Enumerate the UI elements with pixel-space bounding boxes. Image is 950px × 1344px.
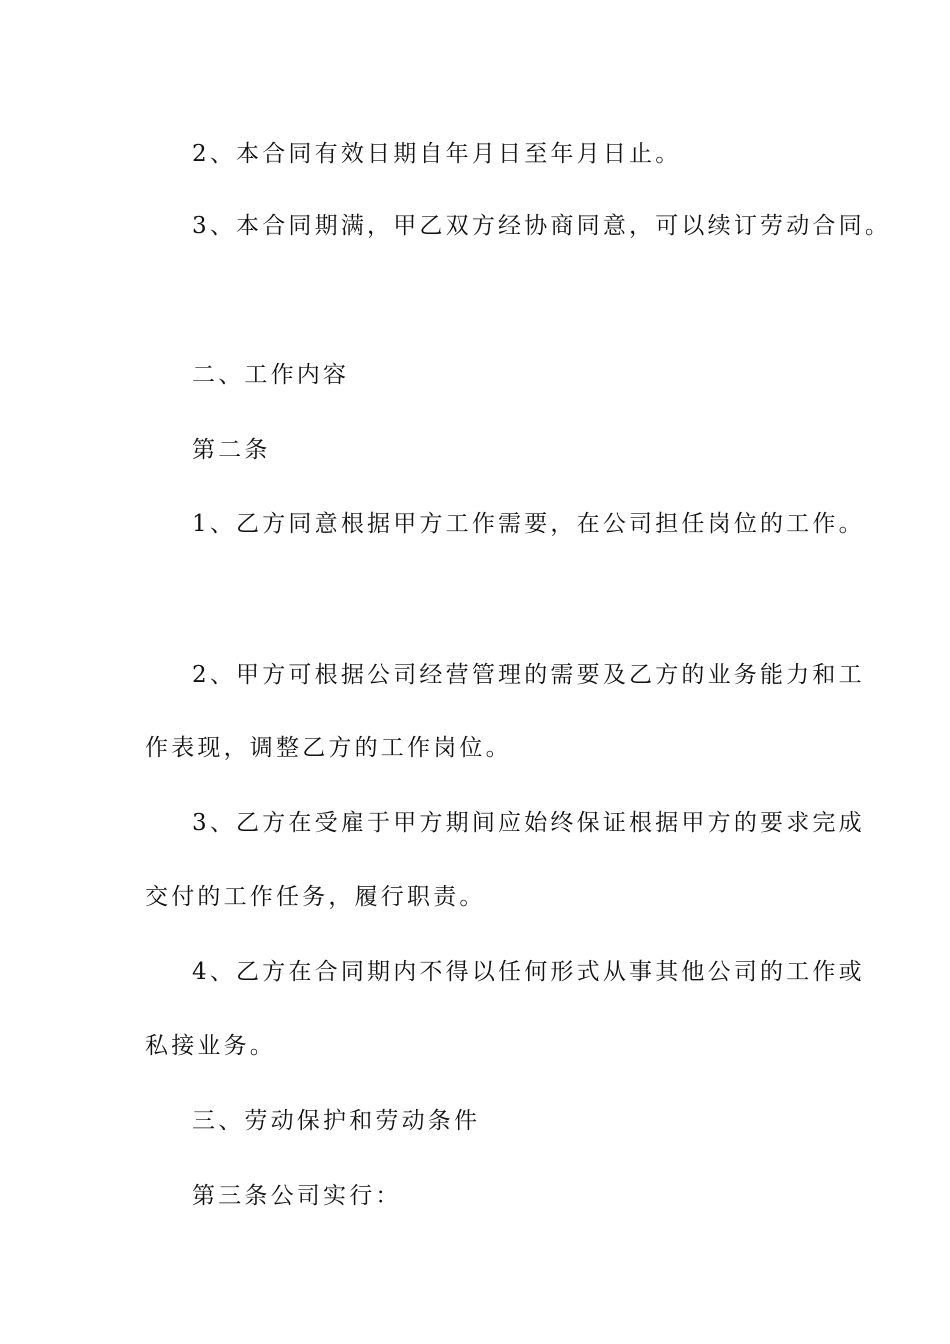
article-three-heading: 第三条公司实行：: [192, 1183, 402, 1209]
section-heading-labor-protection: 三、劳动保护和劳动条件: [192, 1108, 481, 1134]
clause-position-adjustment-line1: 2、甲方可根据公司经营管理的需要及乙方的业务能力和工: [192, 662, 865, 688]
article-two-heading: 第二条: [192, 437, 271, 463]
clause-position-agreement: 1、乙方同意根据甲方工作需要，在公司担任岗位的工作。: [192, 511, 865, 537]
clause-task-completion-line2: 交付的工作任务，履行职责。: [145, 884, 486, 910]
clause-task-completion-line1: 3、乙方在受雇于甲方期间应始终保证根据甲方的要求完成: [192, 810, 865, 836]
clause-non-compete-line1: 4、乙方在合同期内不得以任何形式从事其他公司的工作或: [192, 959, 865, 985]
section-heading-work-content: 二、工作内容: [192, 362, 350, 388]
clause-non-compete-line2: 私接业务。: [145, 1033, 276, 1059]
clause-validity-period: 2、本合同有效日期自年月日至年月日止。: [192, 141, 682, 167]
clause-renewal: 3、本合同期满，甲乙双方经协商同意，可以续订劳动合同。: [192, 213, 892, 239]
clause-position-adjustment-line2: 作表现，调整乙方的工作岗位。: [145, 735, 512, 761]
